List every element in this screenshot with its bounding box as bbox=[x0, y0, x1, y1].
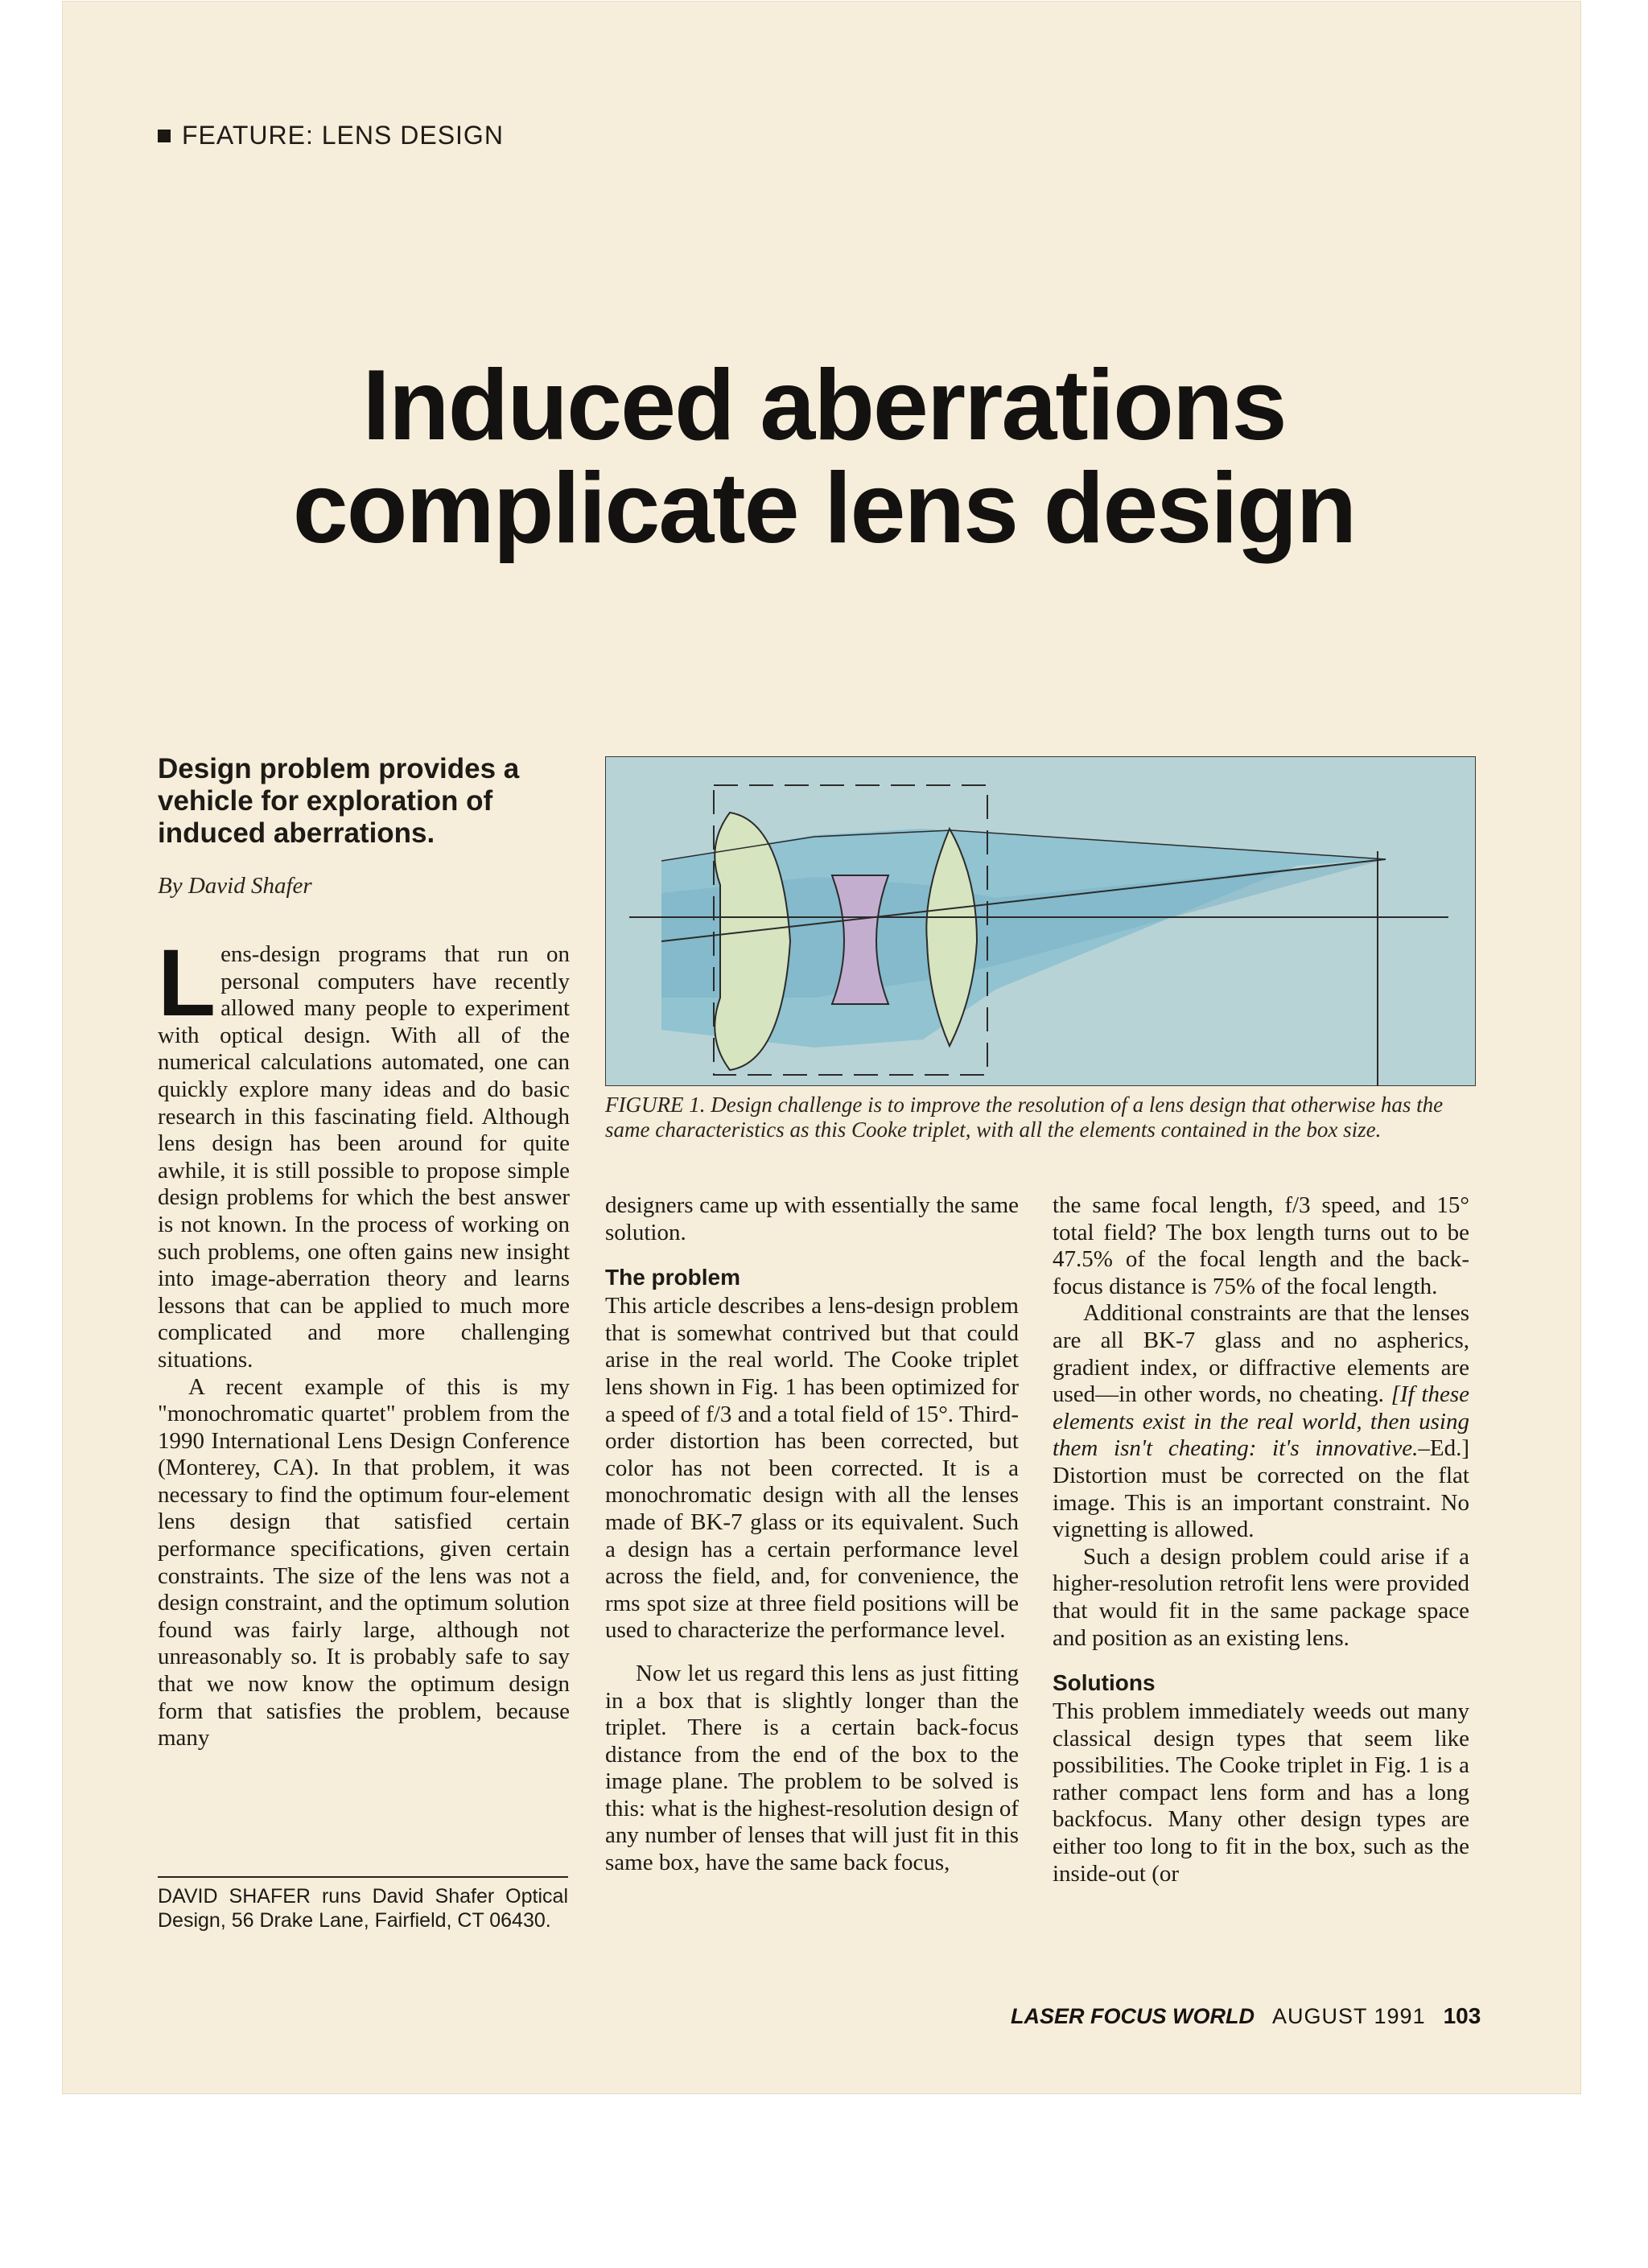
headline-line-1: Induced aberrations bbox=[362, 350, 1286, 461]
heading-solutions: Solutions bbox=[1053, 1670, 1156, 1696]
col1-paragraph-2: A recent example of this is my "monochromatic quartet" problem from the 1990 International Lens Design Conference (Monterey, CA). In that problem, it was necessary to find the optimum four-element lens design that satisfied certain performance specifications, given certain constraints. The size of the lens was not a design constraint, and the optimum solution found was fairly large, although not unreasonably so. It is probably safe to say that we now know the optimum design form that satisfies the problem, because many bbox=[158, 1373, 570, 1751]
headline bbox=[177, 350, 1471, 564]
col3-paragraph-3: Such a design problem could arise if a higher-resolution retrofit lens were provided that would fit in the same package space and position as an existing lens. bbox=[1053, 1543, 1469, 1651]
col3-paragraph-2 bbox=[1053, 1300, 1469, 1543]
author-bio: DAVID SHAFER runs David Shafer Optical Design, 56 Drake Lane, Fairfield, CT 06430. bbox=[158, 1885, 568, 1932]
column-2 bbox=[605, 1192, 1019, 1877]
figure-caption: FIGURE 1. Design challenge is to improve the resolution of a lens design that otherwise has the same characteristics as this Cooke triplet, with all the elements contained in the box size. bbox=[605, 1093, 1444, 1142]
page-number: 103 bbox=[1443, 2003, 1481, 2028]
magazine-name: LASER FOCUS WORLD bbox=[1011, 2004, 1255, 2028]
issue-date: AUGUST 1991 bbox=[1272, 2004, 1426, 2028]
headline-line-2: complicate lens design bbox=[292, 453, 1356, 564]
cooke-triplet-diagram bbox=[605, 756, 1476, 1086]
col2-paragraph-1: designers came up with essentially the same solution. bbox=[605, 1192, 1019, 1245]
col3-paragraph-2-end: –Ed.] Distortion must be corrected on the flat image. This is an important constraint. No vignetting is allowed. bbox=[1053, 1435, 1469, 1543]
deck: Design problem provides a vehicle for exploration of induced aberrations. bbox=[158, 753, 520, 849]
figure-1 bbox=[605, 756, 1476, 1086]
column-3 bbox=[1053, 1192, 1469, 1887]
page-footer bbox=[1011, 2003, 1481, 2029]
heading-the-problem: The problem bbox=[605, 1265, 741, 1290]
col3-paragraph-4: This problem immediately weeds out many classical design types that seem like possibilities. The Cooke triplet in Fig. 1 is a rather compact lens form and has a long backfocus. Many other design types are either too long to fit in the box, such as the inside-out (or bbox=[1053, 1698, 1469, 1887]
col3-paragraph-2-text: Additional constraints are that the lenses are all BK-7 glass and no aspherics, gradient index, or diffractive elements are used—in other words, no cheating. bbox=[1053, 1300, 1469, 1408]
byline: By David Shafer bbox=[158, 873, 312, 899]
section-label-text: FEATURE: LENS DESIGN bbox=[182, 121, 504, 150]
col1-paragraph-1-text: ens-design programs that run on personal computers have recently allowed many people to experiment with optical design. With all of the numerical calculations automated, one can quickly explore many ideas and do basic research in this fascinating field. Although lens design has been around for quite awhile, it is still possible to propose simple design problems for which the best answer is not known. In the process of working on such problems, one often gains new insight into image-aberration theory and learns lessons that can be applied to much more complicated and more challenging situations. bbox=[158, 941, 570, 1373]
col2-paragraph-3: Now let us regard this lens as just fitting in a box that is slightly longer than the triplet. There is a certain back-focus distance from the end of the box to the image plane. The problem to be solved is this: what is the highest-resolution design of any number of lenses that will just fit in this same box, have the same back focus, bbox=[605, 1660, 1019, 1876]
bullet-icon bbox=[158, 130, 171, 142]
editor-note: [If these elements exist in the real world, then using them isn't cheating: it's innovative. bbox=[1053, 1381, 1469, 1462]
section-label bbox=[158, 121, 504, 150]
col1-paragraph-1 bbox=[158, 930, 570, 1374]
bio-divider bbox=[158, 1876, 568, 1878]
drop-cap: L bbox=[158, 930, 216, 1036]
col3-paragraph-1: the same focal length, f/3 speed, and 15° total field? The box length turns out to be 47.5% of the focal length and the back-focus distance is 75% of the focal length. bbox=[1053, 1192, 1469, 1299]
col2-paragraph-2: This article describes a lens-design problem that is somewhat contrived but that could arise in the real world. The Cooke triplet lens shown in Fig. 1 has been optimized for a speed of f/3 and a total field of 15°. Third-order distortion has been corrected, but color has not been corrected. It is a monochromatic design with all the lenses made of BK-7 glass or its equivalent. Such a design has a certain performance level across the field, and, for convenience, the rms spot size at three field positions will be used to characterize the performance level. bbox=[605, 1293, 1019, 1644]
column-1 bbox=[158, 930, 570, 1752]
